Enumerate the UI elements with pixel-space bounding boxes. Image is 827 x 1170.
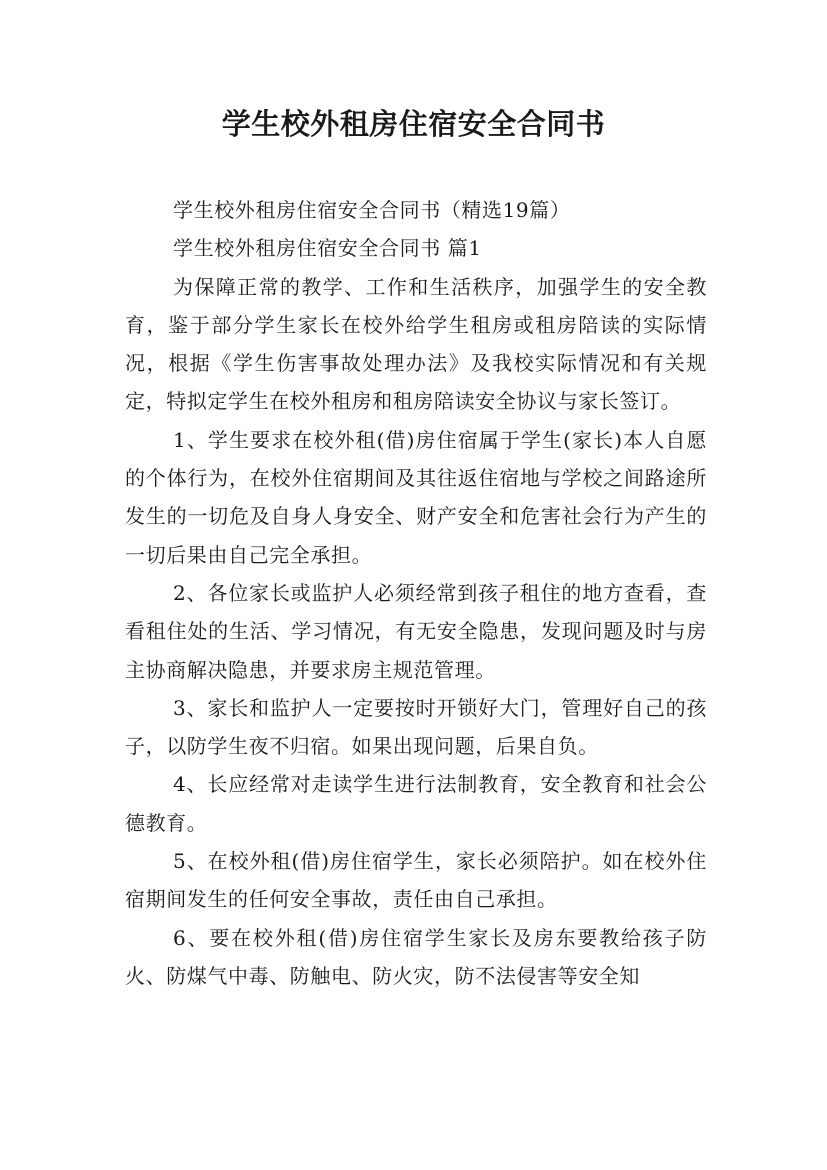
paragraph-clause-4: 4、长应经常对走读学生进行法制教育，安全教育和社会公德教育。 [125, 772, 707, 835]
paragraph-clause-6: 6、要在校外租(借)房住宿学生家长及房东要教给孩子防火、防煤气中毒、防触电、防火灾，防不法侵害等安全知 [125, 925, 707, 988]
paragraph-clause-1: 1、学生要求在校外租(借)房住宿属于学生(家长)本人自愿的个体行为，在校外住宿期间及其往返住宿地与学校之间路途所发生的一切危及自身人身安全、财产安全和危害社会行为产生的一切后果由自己完全承担。 [125, 427, 707, 567]
document-title: 学生校外租房住宿安全合同书 [221, 107, 606, 141]
paragraph-clause-3: 3、家长和监护人一定要按时开锁好大门，管理好自己的孩子，以防学生夜不归宿。如果出现问题，后果自负。 [125, 695, 707, 759]
paragraph-clause-5: 5、在校外租(借)房住宿学生，家长必须陪护。如在校外住宿期间发生的任何安全事故，责任由自己承担。 [125, 849, 707, 912]
paragraph-section-heading: 学生校外租房住宿安全合同书 篇1 [173, 236, 482, 261]
paragraph-subtitle: 学生校外租房住宿安全合同书（精选19篇） [173, 198, 571, 222]
paragraph-intro: 为保障正常的教学、工作和生活秩序，加强学生的安全教育，鉴于部分学生家长在校外给学生租房或租房陪读的实际情况，根据《学生伤害事故处理办法》及我校实际情况和有关规定，特拟定学生在校外租房和租房陪读安全协议与家长签订。 [125, 274, 707, 414]
paragraph-clause-2: 2、各位家长或监护人必须经常到孩子租住的地方查看，查看租住处的生活、学习情况，有无安全隐患，发现问题及时与房主协商解决隐患，并要求房主规范管理。 [125, 580, 707, 682]
document-body [125, 191, 707, 995]
